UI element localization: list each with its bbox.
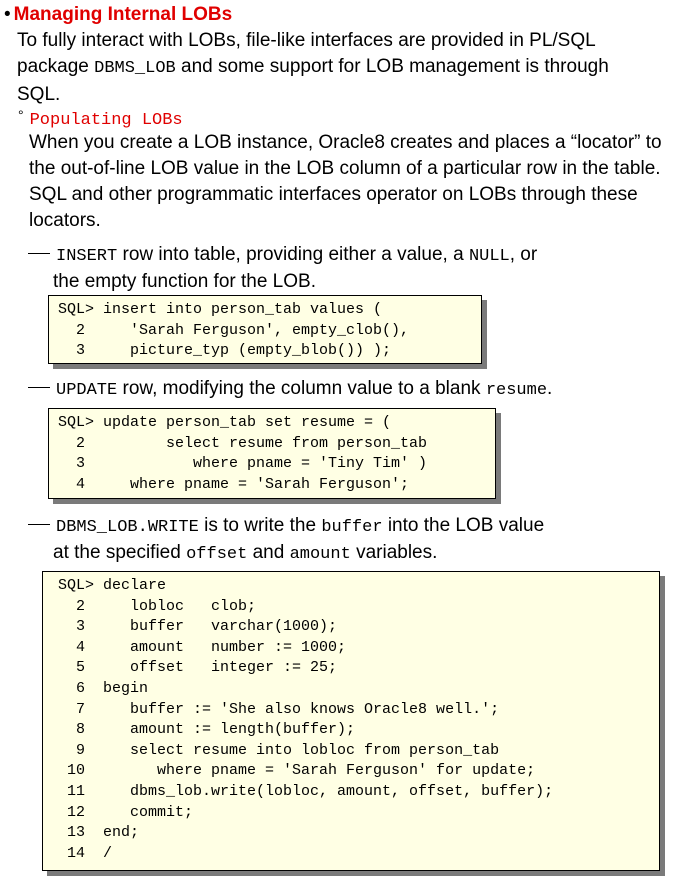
- write-text-3: at the specified: [53, 542, 187, 563]
- code-amount: amount: [289, 545, 351, 564]
- code-line: 4 where pname = 'Sarah Ferguson';: [58, 475, 410, 493]
- code-resume: resume: [485, 381, 548, 400]
- code-line: 2 select resume from person_tab: [58, 434, 428, 452]
- list-item-update: [28, 376, 552, 403]
- code-dbms-lob-write: DBMS_LOB.WRITE: [56, 518, 199, 537]
- code-line: 2 'Sarah Ferguson', empty_clob(),: [58, 321, 410, 339]
- code-block-insert: [48, 295, 482, 364]
- code-line: 5 offset integer := 25;: [58, 659, 338, 677]
- code-line: 14 /: [58, 844, 113, 862]
- code-line: 3 where pname = 'Tiny Tim' ): [58, 455, 428, 473]
- code-buffer: buffer: [321, 518, 383, 537]
- insert-text-3: the empty function for the LOB.: [53, 271, 316, 292]
- subsection-heading: [18, 108, 183, 132]
- list-item-write: [28, 513, 544, 567]
- insert-text-2: , or: [509, 244, 538, 265]
- code-line: 11 dbms_lob.write(lobloc, amount, offset, buffer);: [58, 782, 554, 800]
- code-line: 12 commit;: [58, 803, 194, 821]
- update-text-1: row, modifying the column value to a blank: [117, 378, 486, 399]
- subsection-title: Populating LOBs: [29, 111, 183, 130]
- code-line: 13 end;: [58, 824, 140, 842]
- degree-bullet-icon: °: [18, 107, 24, 123]
- code-line: 6 begin: [58, 679, 149, 697]
- insert-text-1: row into table, providing either a value, a: [117, 244, 469, 265]
- write-text-2: into the LOB value: [382, 515, 545, 536]
- code-insert: INSERT: [56, 247, 118, 266]
- code-update: UPDATE: [56, 381, 118, 400]
- code-line: 2 lobloc clob;: [58, 597, 257, 615]
- intro-code-dbms-lob: DBMS_LOB: [94, 59, 176, 78]
- dash-icon: [28, 253, 50, 254]
- subsection-description: When you create a LOB instance, Oracle8 creates and places a “locator” to the out-of-line LOB value in the LOB column of a particular row in the table. SQL and other programmatic interfaces operator on LOBs through these locators.: [29, 132, 662, 231]
- intro-paragraph: [17, 28, 657, 108]
- dash-icon: [28, 387, 50, 388]
- write-text-4: and: [247, 542, 290, 563]
- code-line: 10 where pname = 'Sarah Ferguson' for update;: [58, 762, 536, 780]
- heading-title: Managing Internal LOBs: [13, 4, 233, 25]
- dash-icon: [28, 524, 50, 525]
- code-line: 9 select resume into lobloc from person_tab: [58, 741, 500, 759]
- write-text-5: variables.: [350, 542, 438, 563]
- code-block-update: [48, 408, 496, 499]
- list-item-insert: [28, 242, 537, 294]
- code-line: SQL> insert into person_tab values (: [58, 301, 383, 318]
- code-null: NULL: [468, 247, 510, 266]
- code-line: 3 picture_typ (empty_blob()) );: [58, 342, 392, 360]
- code-line: 3 buffer varchar(1000);: [58, 618, 338, 636]
- code-offset: offset: [186, 545, 248, 564]
- code-line: SQL> declare: [58, 577, 167, 594]
- update-text-2: .: [547, 378, 553, 399]
- code-line: 8 amount := length(buffer);: [58, 721, 356, 739]
- intro-text-2: and some support for LOB management is through SQL.: [17, 56, 609, 105]
- code-line: 4 amount number := 1000;: [58, 638, 347, 656]
- section-heading: [4, 3, 232, 27]
- code-line: SQL> update person_tab set resume = (: [58, 414, 392, 431]
- intro-text-1: To fully interact with LOBs, file-like interfaces are provided in PL/SQL package: [17, 30, 595, 77]
- code-block-write: [42, 571, 660, 871]
- code-line: 7 buffer := 'She also knows Oracle8 well.';: [58, 700, 500, 718]
- write-text-1: is to write the: [198, 515, 322, 536]
- bullet-icon: •: [4, 4, 11, 25]
